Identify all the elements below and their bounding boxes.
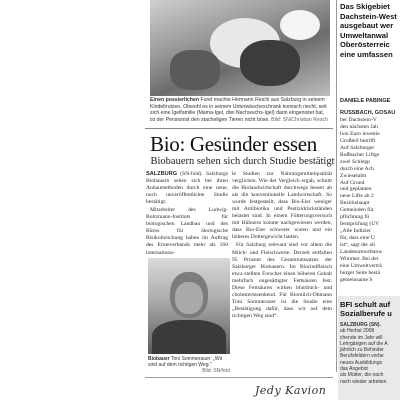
section-divider <box>145 128 333 129</box>
handwritten-note: Jedy Kavion <box>255 384 327 397</box>
info-box-headline: BFI schult auf Sozialberufe u <box>340 300 392 319</box>
portrait-caption <box>148 356 230 375</box>
adjacent-body: RUSSBACH, GOSAU ber Dachstein-V den nächsten Jah lion Euro investie Großteil betrifft Auf Salzburger Rußbacher Liftge zwei Schlepp durch eine Ach Zwieselalm Auf Grund und geplanten neue Lifte ab 2 Bezirkshaupt Gemeinden für pflichtung fü festsprüfung (UV „Alle Indizier für, dass eine U ist“, sagt der ob Landesumweltanw Wimmer. Bei der eine Umweltverträ burger Seite bestä gemeinsame S <box>340 110 396 283</box>
article-paragraph: le Studien zur Nahrungsmittelqualität verglichen. Wie der Vergleich ergab, schnitt die Biolandwirtschaft durchwegs besser ab als die konventionelle Landwirtschaft. So wurde festgestellt, dass Bio-Eier weniger mit Antibiotika und Pestizidrückständen belastet sind. In einem Fütterungsversuch mit Hühnern konnte nachgewiesen werden, dass Bio-Eier schwerer waren und ein höheres Dottergewicht hatten. <box>232 171 332 241</box>
article-column-right <box>232 171 332 321</box>
article-source-tag: (SN-höd). <box>180 171 203 177</box>
article-dateline: SALZBURG <box>146 171 178 177</box>
adjacent-author: DANIELE PABINGE <box>340 98 391 104</box>
article-paragraph: Mitarbeiter des Ludwig-Boltzmann-Instituts für biologischen Landbau und des Büros für ökologische Risikoforschung haben im Auftrag des Ernteverbands mehr als 160 internationa- <box>146 207 228 256</box>
article-paragraph: Für Salzburg relevant sind vor allem die Milch- und Fleischwerte. Derzeit entfallen 95 Prozent des Gesamtumsatzes der Salzburger Biobauern. Im Biorindfleisch etwa stellten Forscher einen höheren Gehalt mehrfach ungesättigter Fettsäuren fest. Diese Fettsäuren wirken blutdruck- und cholesterinsenkend. Für Biomilch-Obmann Toni Sommerauer ist die Studie eine „Bestätigung dafür, dass wir auf dem richtigen Weg sind“. <box>232 242 332 319</box>
article-headline: Bio: Gesünder essen <box>150 132 317 156</box>
photo-credit: Bild: SN/Christian Resch <box>271 116 328 123</box>
farmer-portrait-photo <box>148 258 230 354</box>
hedgehog-photo <box>150 0 330 96</box>
portrait-caption-text: Toni Sommerauer: „Wir sind auf dem richtigen Weg.“ <box>148 356 223 369</box>
info-box-body: SALZBURG (SN). ab Herbst 2008 chende im Jahr will Lehrgängen auf die A jährlich zu Behinder Berufsfeldern vorbe neues Ausbildungs das Angebot als Mütter, die nach nach wieder arbeiten <box>340 322 388 385</box>
article-subhead: Biobauern sehen sich durch Studie bestätigt <box>150 156 335 167</box>
page-bottom-divider <box>145 377 333 378</box>
adjacent-headline: Das Skigebiet Dachstein-West ausgebaut wer Umweltanwal Oberösterreic eine umfassen <box>340 2 397 59</box>
photo-caption-lead: Einen possierlichen <box>150 97 200 103</box>
column-divider <box>336 0 337 372</box>
article-column-left <box>146 171 228 258</box>
adjacent-article <box>338 0 400 400</box>
portrait-caption-lead: Biobauer <box>148 356 170 362</box>
portrait-credit: Bild: SN/höd <box>202 368 230 375</box>
photo-caption <box>150 97 330 125</box>
article-paragraph: Salzburgs Biobauern sehen sich bei ihren Anbaumethoden durch eine neue, noch unveröffentlichte Studie bestätigt. <box>146 171 228 206</box>
photo-caption-text: Fund machte Hermann Reichl aus Salzburg in seinem Kindeltrutzen. Obwohl es in seinem Unterwäscheschrank komisch riecht, seit sich eine Igelfamilie (Mama-Igel, drei Nachwuchs-Igel) darin eingenistet hat, ist der Pensionist den stacheligen Tieren nicht böse. <box>150 97 327 123</box>
